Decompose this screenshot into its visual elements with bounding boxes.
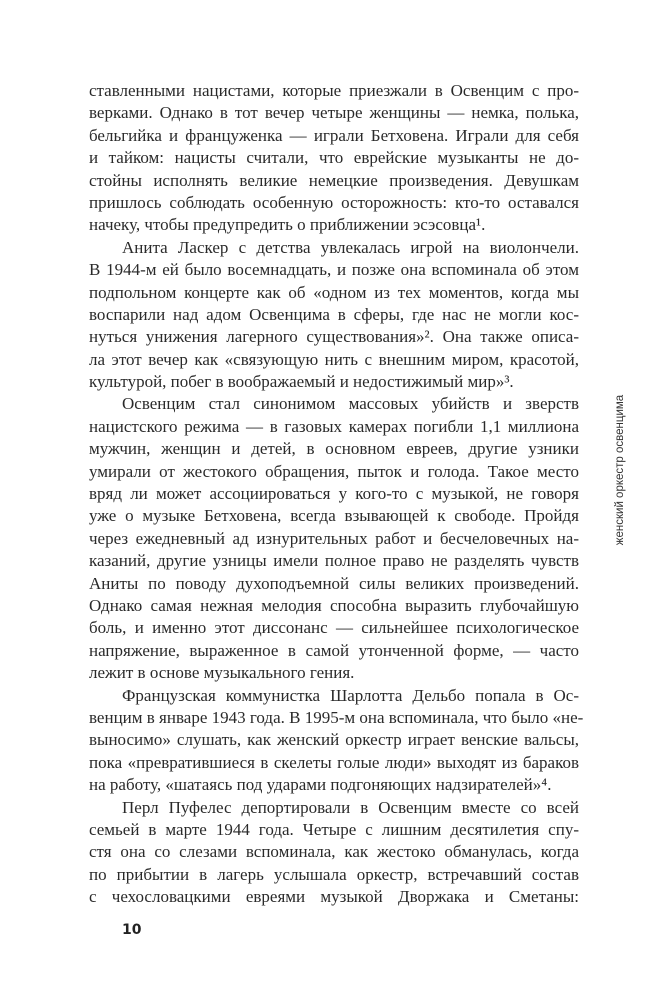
text-line: казаний, другие узницы имели полное право не разделять чувств — [89, 551, 579, 571]
text-line: боль, и именно этот диссонанс — сильнейшее психологическое — [89, 618, 579, 638]
text-line: нацистского режима — в газовых камерах погибли 1,1 миллиона — [89, 416, 579, 436]
page-number: 10 — [122, 922, 142, 938]
text-line: ставленными нацистами, которые приезжали в Освенцим с про- — [89, 81, 579, 100]
text-line: семьей в марте 1944 года. Четыре с лишним десятилетия спу- — [89, 819, 579, 839]
text-line: стойны исполнять великие немецкие произведения. Девушкам — [89, 170, 579, 190]
text-line: умирали от жестокого обращения, пыток и голода. Такое место — [89, 461, 579, 481]
text-line: по прибытии в лагерь услышала оркестр, встречавший состав — [89, 864, 579, 884]
text-line: ла этот вечер как «связующую нить с внешним миром, красотой, — [89, 349, 579, 369]
text-line: лежит в основе музыкального гения. — [89, 663, 355, 683]
text-line: начеку, чтобы предупредить о приближении эсэсовца¹. — [89, 215, 486, 235]
text-line: В 1944-м ей было восемнадцать, и позже она вспоминала об этом — [89, 260, 579, 280]
body-text — [89, 80, 584, 908]
text-line: Французская коммунистка Шарлотта Дельбо попала в Ос- — [122, 685, 579, 705]
text-line: Аниты по поводу духоподъемной силы великих произведений. — [89, 573, 579, 593]
text-line: выносимо» слушать, как женский оркестр играет венские вальсы, — [89, 730, 579, 750]
text-line: мужчин, женщин и детей, в основном евреев, другие узники — [89, 439, 579, 459]
text-line: верками. Однако в тот вечер четыре женщины — немка, полька, — [89, 103, 579, 123]
text-line: воспарили над адом Освенцима в сферы, где нас не могли кос- — [89, 304, 579, 324]
text-line: Освенцим стал синонимом массовых убийств и зверств — [122, 394, 579, 414]
text-line: Однако самая нежная мелодия способна выразить глубочайшую — [89, 595, 579, 615]
text-line: с чехословацкими евреями музыкой Дворжака и Сметаны: — [89, 887, 579, 907]
text-line: культурой, побег в воображаемый и недостижимый мир»³. — [89, 372, 514, 392]
text-line: пришлось соблюдать особенную осторожность: кто-то оставался — [89, 192, 579, 212]
text-line: бельгийка и француженка — играли Бетховена. Играли для себя — [89, 125, 579, 145]
text-line: на работу, «шатаясь под ударами подгоняющих надзирателей»⁴. — [89, 775, 552, 795]
text-line: напряжение, выраженное в самой утонченной форме, — часто — [89, 640, 579, 660]
text-line: стя она со слезами вспоминала, как жестоко обманулась, когда — [89, 842, 579, 862]
text-line: пока «превратившиеся в скелеты голые люди» выходят из бараков — [89, 752, 579, 772]
text-line: подпольном концерте как об «одном из тех моментов, когда мы — [89, 282, 579, 302]
text-line: нуться унижения лагерного существования»². Она также описа- — [89, 327, 579, 347]
text-line: Перл Пуфелес депортировали в Освенцим вместе со всей — [122, 797, 579, 817]
text-line: Анита Ласкер с детства увлекалась игрой на виолончели. — [122, 237, 579, 257]
text-line: и тайком: нацисты считали, что еврейские музыканты не до- — [89, 148, 579, 168]
running-head: женский оркестр освенцима — [614, 394, 626, 546]
text-line: венцим в январе 1943 года. В 1995-м она вспоминала, что было «не- — [89, 707, 584, 727]
text-line: уже о музыке Бетховена, всегда взывающей к свободе. Пройдя — [89, 506, 579, 526]
text-line: вряд ли может ассоциироваться у кого-то с музыкой, не говоря — [89, 484, 579, 504]
text-line: через ежедневный ад изнурительных работ и бесчеловечных на- — [89, 528, 579, 548]
